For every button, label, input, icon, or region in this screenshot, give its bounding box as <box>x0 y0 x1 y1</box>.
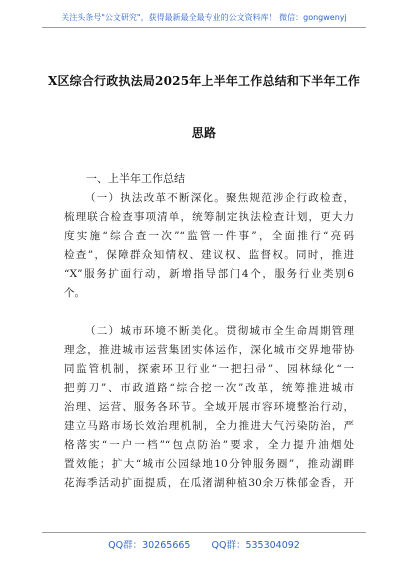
paragraph-line: 个。 <box>64 287 85 299</box>
section-heading: 一、上半年工作总结 <box>86 172 185 185</box>
footer-divider <box>42 532 366 533</box>
paragraph-line: 格落实“一户一档”“包点防治”要求，全力提升油烟处 <box>64 439 354 451</box>
paragraph-line: 检查”，保障群众知情权、建议权、监督权。同时，推进 <box>64 249 354 261</box>
paragraph-line: 度实施“综合查一次”“监管一件事”，全面推行“亮码 <box>64 230 354 242</box>
paragraph-line: 理念，推进城市运营集团实体运作，深化城市交界地带协 <box>64 344 354 356</box>
paragraph-line: 把剪刀”、市政道路“综合挖一次”改革，统筹推进城市 <box>64 382 354 394</box>
paragraph-city-environment <box>64 322 354 493</box>
paragraph-line: 置效能；扩大“城市公园绿地10分钟服务圈”，推动湖畔 <box>64 458 354 470</box>
paragraph-line: （二）城市环境不断美化。贯彻城市全生命周期管理 <box>85 325 354 337</box>
footer-qq-group-2: QQ群：535304092 <box>211 540 300 551</box>
footer-qq-group-1: QQ群：30265665 <box>108 540 191 551</box>
header-divider <box>42 27 366 28</box>
paragraph-line: 治理、运营、服务各环节。全域开展市容环境整治行动， <box>64 401 354 413</box>
paragraph-line: 同监管机制，探索环卫行业“一把扫帚”、园林绿化“一 <box>64 363 354 375</box>
paragraph-line: （一）执法改革不断深化。聚焦规范涉企行政检查， <box>85 192 354 204</box>
paragraph-line: “X”服务扩面行动，新增指导部门4个，服务行业类别6 <box>64 268 354 280</box>
document-title-line2: 思路 <box>191 126 217 140</box>
paragraph-line: 建立马路市场长效治理机制，全力推进大气污染防治，严 <box>64 420 354 432</box>
paragraph-line: 花海季活动扩面提质，在瓜渚湖种植30余万株郁金香，开 <box>64 477 354 489</box>
footer-contact <box>0 537 408 551</box>
paragraph-law-enforcement-reform <box>64 189 354 303</box>
paragraph-line: 梳理联合检查事项清单，统筹制定执法检查计划，更大力 <box>64 211 354 223</box>
header-promo-note: 关注头条号"公文研究"，获得最新最全最专业的公文资料库！ 微信：gongwenyj <box>61 13 347 22</box>
document-title-line1: X区综合行政执法局2025年上半年工作总结和下半年工作 <box>47 74 361 88</box>
